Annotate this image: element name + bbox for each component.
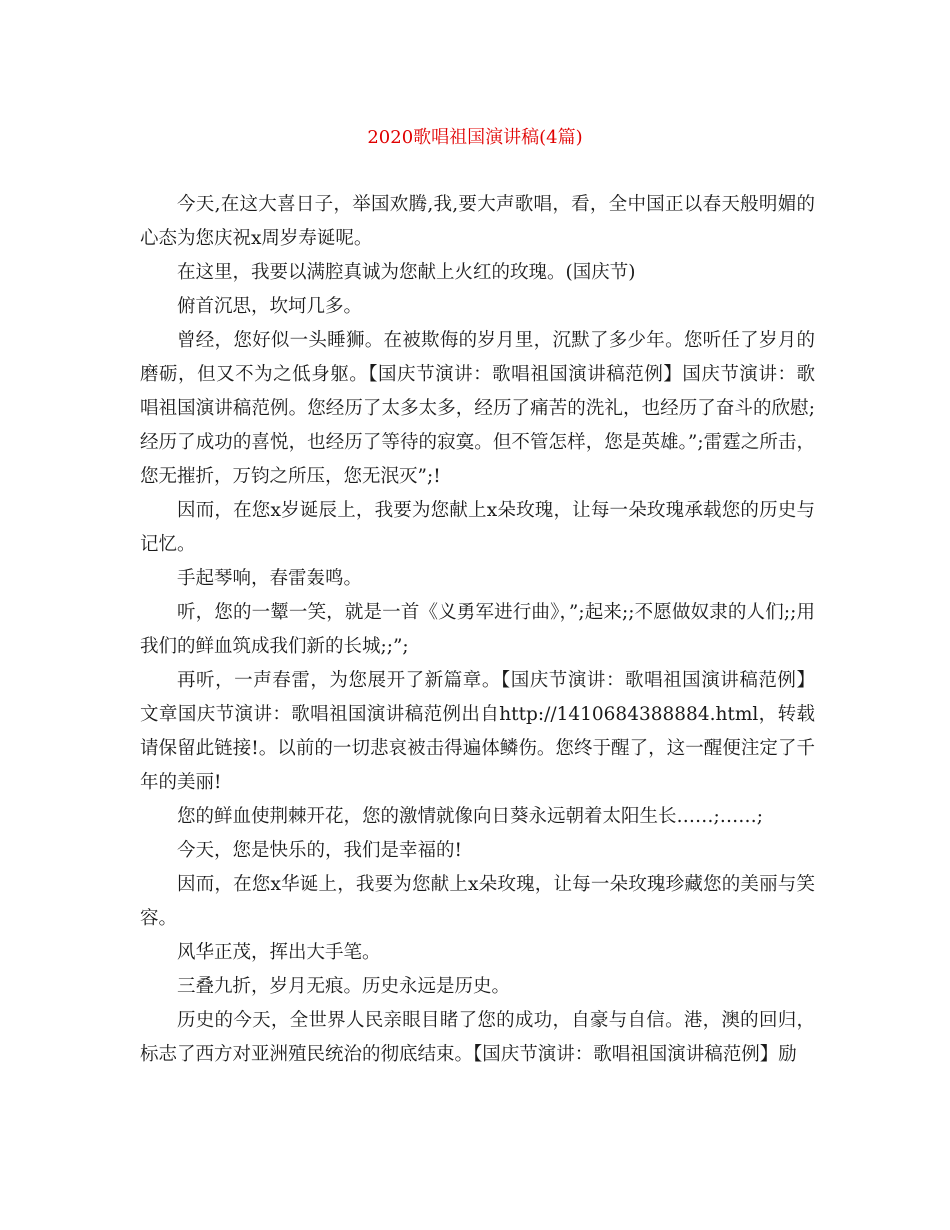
paragraph: 您的鲜血使荆棘开花，您的激情就像向日葵永远朝着太阳生长……;……;: [177, 806, 763, 827]
paragraph: 因而，在您x岁诞辰上，我要为您献上x朵玫瑰，让每一朵玫瑰承载您的历史与记忆。: [140, 500, 815, 555]
paragraph: 三叠九折，岁月无痕。历史永远是历史。: [177, 976, 511, 997]
document-body: [140, 188, 815, 1072]
paragraph: 手起琴响，春雷轰鸣。: [177, 568, 363, 589]
document-title: 2020歌唱祖国演讲稿(4篇): [367, 127, 583, 148]
paragraph: 风华正茂，挥出大手笔。: [177, 942, 381, 963]
paragraph: 曾经，您好似一头睡狮。在被欺侮的岁月里，沉默了多少年。您听任了岁月的磨砺，但又不为之低身躯。【国庆节演讲：歌唱祖国演讲稿范例】国庆节演讲：歌唱祖国演讲稿范例。您经历了太多太多，经历了痛苦的洗礼，也经历了奋斗的欣慰;经历了成功的喜悦，也经历了等待的寂寞。但不管怎样，您是英雄。”;雷霆之所击，您无摧折，万钧之所压，您无泯灭”;!: [140, 330, 815, 487]
paragraph: 历史的今天，全世界人民亲眼目睹了您的成功，自豪与自信。港，澳的回归，标志了西方对亚洲殖民统治的彻底结束。【国庆节演讲：歌唱祖国演讲稿范例】励: [140, 1010, 815, 1065]
paragraph: 今天,在这大喜日子，举国欢腾,我,要大声歌唱，看，全中国正以春天般明媚的心态为您庆祝x周岁寿诞呢。: [140, 194, 815, 249]
paragraph: 俯首沉思，坎坷几多。: [177, 296, 363, 317]
paragraph: 听，您的一颦一笑，就是一首《义勇军进行曲》，”;起来;;不愿做奴隶的人们;;用我们的鲜血筑成我们新的长城;;”;: [140, 602, 815, 657]
paragraph: 因而，在您x华诞上，我要为您献上x朵玫瑰，让每一朵玫瑰珍藏您的美丽与笑容。: [140, 874, 815, 929]
paragraph: 今天，您是快乐的，我们是幸福的!: [177, 840, 462, 861]
paragraph: 在这里，我要以满腔真诚为您献上火红的玫瑰。(国庆节): [177, 262, 636, 283]
paragraph: 再听，一声春雷，为您展开了新篇章。【国庆节演讲：歌唱祖国演讲稿范例】文章国庆节演讲：歌唱祖国演讲稿范例出自http://1410684388884.html，转载请保留此链接!。以前的一切悲哀被击得遍体鳞伤。您终于醒了，这一醒便注定了千年的美丽!: [140, 670, 815, 793]
